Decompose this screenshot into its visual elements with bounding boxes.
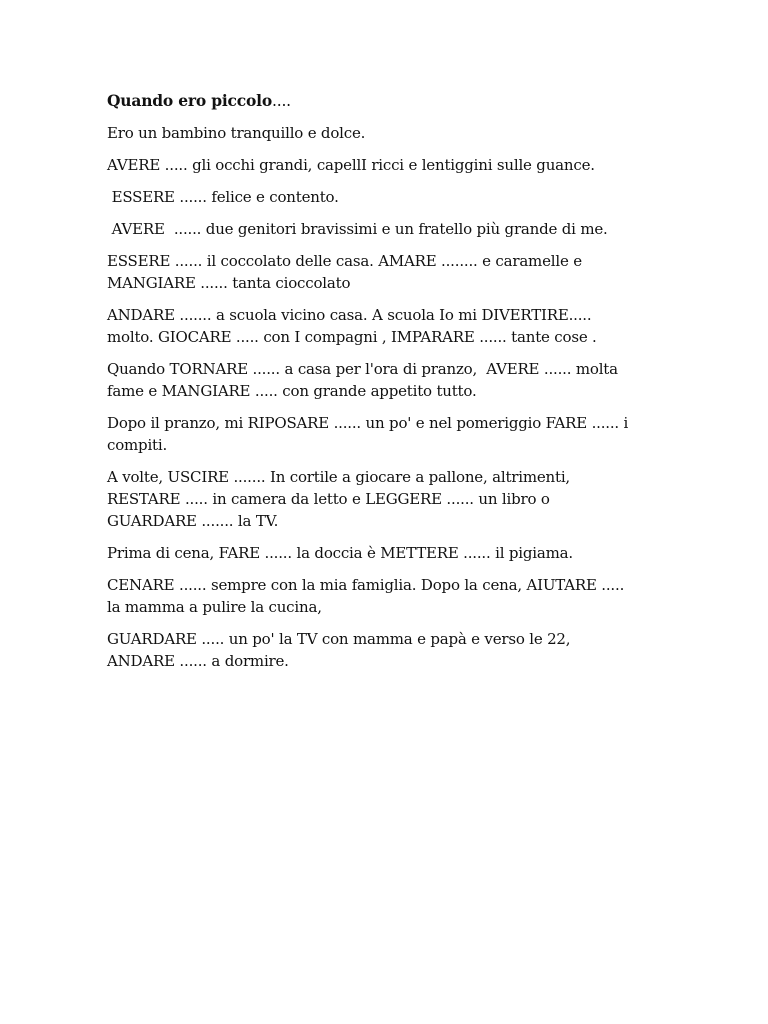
paragraph-line: GUARDARE ..... un po' la TV con mamma e papà e verso le 22, — [107, 630, 571, 648]
paragraph-line: ESSERE ...... felice e contento. — [107, 188, 339, 206]
document-page — [107, 90, 687, 682]
paragraph-line: AVERE ..... gli occhi grandi, capellI ricci e lentiggini sulle guance. — [107, 156, 595, 174]
paragraph-line: la mamma a pulire la cucina, — [107, 598, 322, 616]
paragraph-line: ANDARE ....... a scuola vicino casa. A scuola Io mi DIVERTIRE..... — [107, 306, 592, 324]
paragraph — [107, 218, 687, 240]
paragraph-line: ESSERE ...... il coccolato delle casa. AMARE ........ e caramelle e — [107, 252, 582, 270]
paragraph — [107, 250, 687, 294]
paragraph — [107, 466, 687, 532]
paragraph-line: Ero un bambino tranquillo e dolce. — [107, 124, 366, 142]
paragraph-list — [107, 122, 687, 672]
paragraph-line: compiti. — [107, 436, 168, 454]
paragraph — [107, 358, 687, 402]
paragraph-line: fame e MANGIARE ..... con grande appetito tutto. — [107, 382, 477, 400]
title-ellipsis: .... — [272, 92, 291, 110]
paragraph-line: RESTARE ..... in camera da letto e LEGGERE ...... un libro o — [107, 490, 550, 508]
paragraph — [107, 304, 687, 348]
paragraph — [107, 628, 687, 672]
paragraph-line: Prima di cena, FARE ...... la doccia è METTERE ...... il pigiama. — [107, 544, 573, 562]
paragraph — [107, 542, 687, 564]
paragraph — [107, 412, 687, 456]
document-title — [107, 90, 687, 112]
title-bold-text: Quando ero piccolo — [107, 91, 272, 110]
paragraph-line: MANGIARE ...... tanta cioccolato — [107, 274, 351, 292]
paragraph — [107, 122, 687, 144]
paragraph-line: CENARE ...... sempre con la mia famiglia. Dopo la cena, AIUTARE ..... — [107, 576, 625, 594]
paragraph-line: Dopo il pranzo, mi RIPOSARE ...... un po' e nel pomeriggio FARE ...... i — [107, 414, 629, 432]
paragraph — [107, 186, 687, 208]
paragraph-line: ANDARE ...... a dormire. — [107, 652, 289, 670]
paragraph-line: Quando TORNARE ...... a casa per l'ora di pranzo, AVERE ...... molta — [107, 360, 618, 378]
paragraph-line: GUARDARE ....... la TV. — [107, 512, 279, 530]
paragraph-line: molto. GIOCARE ..... con I compagni , IMPARARE ...... tante cose . — [107, 328, 597, 346]
paragraph-line: A volte, USCIRE ....... In cortile a giocare a pallone, altrimenti, — [107, 468, 570, 486]
paragraph — [107, 574, 687, 618]
paragraph — [107, 154, 687, 176]
paragraph-line: AVERE ...... due genitori bravissimi e un fratello più grande di me. — [107, 220, 608, 238]
